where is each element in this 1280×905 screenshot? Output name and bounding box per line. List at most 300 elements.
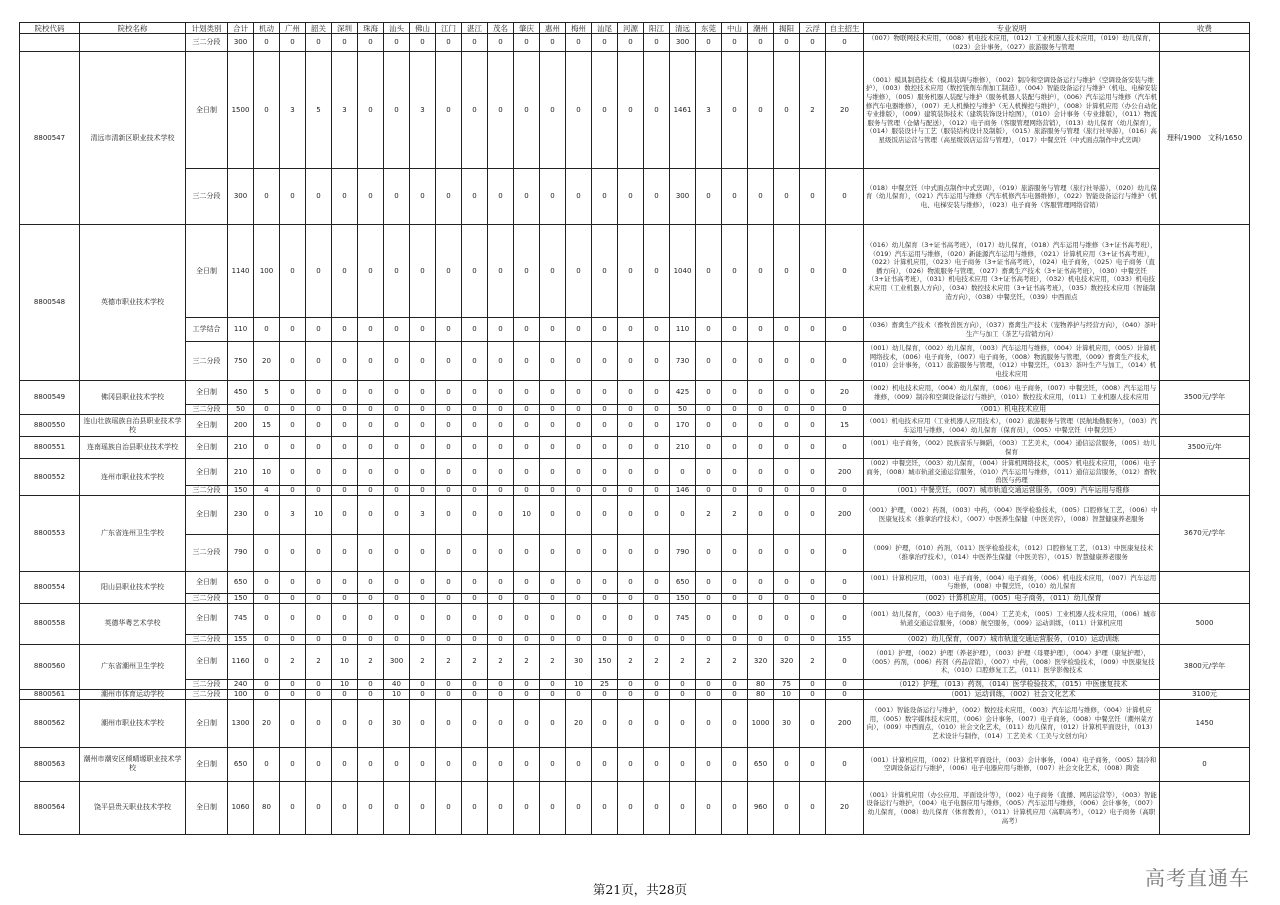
- table-cell: 0: [722, 603, 748, 634]
- table-cell: 三二分段: [186, 342, 228, 381]
- major-description-cell: （036）畜禽生产技术（畜牧兽医方向），（037）畜禽生产技术（宠物养护与经营方向），（040）茶叶生产与加工（茶艺与营销方向）: [864, 318, 1160, 342]
- table-cell: 100: [228, 689, 254, 699]
- table-cell: 0: [306, 405, 332, 415]
- table-cell: 0: [436, 485, 462, 495]
- table-cell: 0: [462, 459, 488, 486]
- table-row: [20, 634, 1250, 644]
- table-cell: 0: [696, 781, 722, 834]
- table-cell: 0: [696, 318, 722, 342]
- table-cell: [1160, 781, 1250, 834]
- table-row: [20, 593, 1250, 603]
- major-description-cell: （009）护理，（010）药剂，（011）医学检验技术，（012）口腔修复工艺，（013）中医康复技术（推拿治疗技术），（014）中医养生保健（中医美容），（015）智慧健康养老服务: [864, 534, 1160, 571]
- table-cell: 0: [644, 747, 670, 781]
- table-cell: 300: [670, 34, 696, 52]
- table-cell: 0: [722, 571, 748, 593]
- table-cell: 0: [644, 593, 670, 603]
- table-cell: 0: [618, 747, 644, 781]
- table-cell: 0: [722, 169, 748, 225]
- table-cell: 0: [774, 534, 800, 571]
- major-description-cell: （001）计算机应用（办公应用、平面设计等），（002）电子商务（直播、网店运营等），（003）智能设备运行与维护，（004）电子电器应用与维修，（005）汽车运用与维修，（006）会计事务，（007）幼儿保育，（008）幼儿保育（体育教育），（011）计算机应用（高职高考），（012）电子商务（高职高考）: [864, 781, 1160, 834]
- table-cell: 0: [306, 415, 332, 437]
- table-row: [20, 781, 1250, 834]
- table-cell: 8800561: [20, 689, 80, 699]
- table-cell: 10: [332, 679, 358, 689]
- table-cell: 三二分段: [186, 534, 228, 571]
- column-header: 收费: [1160, 23, 1250, 34]
- school-name-cell: 3800元/学年: [1160, 644, 1250, 689]
- table-cell: 0: [696, 437, 722, 459]
- table-cell: 0: [488, 781, 514, 834]
- table-cell: 0: [618, 495, 644, 534]
- table-cell: 0: [436, 342, 462, 381]
- table-cell: 0: [410, 225, 436, 318]
- table-cell: 0: [332, 405, 358, 415]
- table-cell: 0: [748, 485, 774, 495]
- table-cell: 0: [488, 342, 514, 381]
- table-cell: 0: [696, 603, 722, 634]
- table-cell: 0: [592, 747, 618, 781]
- table-cell: 0: [384, 34, 410, 52]
- table-cell: 0: [592, 437, 618, 459]
- table-cell: 0: [280, 405, 306, 415]
- table-cell: 0: [306, 342, 332, 381]
- table-cell: 0: [774, 747, 800, 781]
- table-cell: 0: [696, 534, 722, 571]
- school-name-cell: 饶平县贵天职业技术学校: [80, 781, 186, 834]
- table-row: [20, 405, 1250, 415]
- table-cell: 0: [436, 318, 462, 342]
- table-cell: 0: [774, 459, 800, 486]
- table-cell: 0: [280, 381, 306, 405]
- table-cell: 0: [566, 603, 592, 634]
- school-name-cell: （012）护理，（013）药剂，（014）医学检验技术，（015）中医康复技术: [864, 679, 1160, 689]
- table-cell: 0: [358, 342, 384, 381]
- table-cell: 0: [436, 34, 462, 52]
- column-header: 揭阳: [774, 23, 800, 34]
- table-cell: 0: [722, 415, 748, 437]
- table-cell: 0: [462, 381, 488, 405]
- table-cell: 三二分段: [186, 679, 228, 689]
- column-header: 阳江: [644, 23, 670, 34]
- table-cell: 0: [618, 52, 644, 169]
- table-cell: 0: [514, 405, 540, 415]
- table-cell: 0: [748, 495, 774, 534]
- table-cell: 0: [644, 415, 670, 437]
- table-cell: 3: [696, 52, 722, 169]
- watermark-text: 高考直通车: [1145, 866, 1250, 890]
- table-cell: 650: [228, 747, 254, 781]
- header-row: [20, 23, 1250, 34]
- table-cell: 0: [826, 34, 864, 52]
- table-cell: 0: [800, 534, 826, 571]
- table-cell: 2: [696, 495, 722, 534]
- column-header: 清远: [670, 23, 696, 34]
- table-row: [20, 52, 1250, 169]
- table-cell: 8800548: [20, 225, 80, 381]
- table-cell: 0: [488, 593, 514, 603]
- table-cell: 0: [514, 603, 540, 634]
- table-cell: 10: [566, 679, 592, 689]
- table-cell: 0: [280, 318, 306, 342]
- table-cell: 0: [670, 689, 696, 699]
- table-cell: 0: [462, 571, 488, 593]
- table-cell: 0: [332, 603, 358, 634]
- table-cell: 0: [644, 485, 670, 495]
- table-cell: 0: [566, 34, 592, 52]
- table-cell: 2: [436, 644, 462, 679]
- table-cell: 0: [514, 571, 540, 593]
- table-cell: 0: [436, 459, 462, 486]
- table-cell: 0: [774, 634, 800, 644]
- table-cell: 75: [774, 679, 800, 689]
- table-cell: 0: [514, 318, 540, 342]
- table-cell: 0: [670, 634, 696, 644]
- major-description-cell: （001）电子商务，（002）民族音乐与舞蹈，（003）工艺美术，（004）通信运营服务，（005）幼儿保育: [864, 437, 1160, 459]
- table-cell: 0: [722, 459, 748, 486]
- table-cell: 0: [332, 381, 358, 405]
- table-cell: 15: [254, 415, 280, 437]
- table-cell: 80: [748, 689, 774, 699]
- table-cell: 0: [358, 534, 384, 571]
- column-header: 广州: [280, 23, 306, 34]
- table-cell: 150: [228, 593, 254, 603]
- table-cell: 0: [592, 571, 618, 593]
- table-cell: 全日制: [186, 415, 228, 437]
- table-cell: 3500元/年: [1160, 437, 1250, 459]
- table-cell: 0: [384, 52, 410, 169]
- table-cell: 0: [332, 225, 358, 318]
- table-cell: 200: [826, 459, 864, 486]
- table-cell: 0: [332, 534, 358, 571]
- table-cell: 0: [462, 747, 488, 781]
- table-cell: 0: [488, 747, 514, 781]
- table-cell: 0: [800, 225, 826, 318]
- column-header: 惠州: [540, 23, 566, 34]
- school-name-cell: 连州市职业技术学校: [80, 459, 186, 496]
- column-header: 计划类别: [186, 23, 228, 34]
- table-cell: 0: [254, 169, 280, 225]
- table-cell: 10: [514, 495, 540, 534]
- table-cell: 全日制: [186, 437, 228, 459]
- table-cell: 0: [280, 603, 306, 634]
- table-body: [20, 34, 1250, 835]
- column-header: 潮州: [748, 23, 774, 34]
- table-cell: 0: [410, 534, 436, 571]
- table-cell: [1160, 225, 1250, 381]
- table-cell: （001）运动训练，（002）社会文化艺术: [864, 689, 1160, 699]
- table-cell: 0: [540, 225, 566, 318]
- table-cell: 0: [566, 593, 592, 603]
- table-cell: 170: [670, 415, 696, 437]
- table-cell: 0: [592, 225, 618, 318]
- table-cell: 0: [644, 405, 670, 415]
- table-cell: 0: [254, 495, 280, 534]
- table-cell: 0: [540, 781, 566, 834]
- table-cell: 0: [540, 747, 566, 781]
- table-cell: 790: [670, 534, 696, 571]
- table-cell: 0: [722, 634, 748, 644]
- table-cell: 三二分段: [186, 169, 228, 225]
- table-cell: 0: [696, 405, 722, 415]
- table-cell: 0: [540, 534, 566, 571]
- table-cell: 三二分段: [186, 405, 228, 415]
- table-cell: 0: [462, 634, 488, 644]
- table-cell: 0: [696, 342, 722, 381]
- table-cell: 0: [540, 571, 566, 593]
- table-cell: 0: [644, 318, 670, 342]
- table-cell: 0: [722, 699, 748, 747]
- table-cell: 全日制: [186, 571, 228, 593]
- table-cell: 0: [280, 781, 306, 834]
- school-name-cell: 潮州市职业技术学校: [80, 699, 186, 747]
- table-cell: 三二分段: [186, 485, 228, 495]
- table-cell: 0: [358, 52, 384, 169]
- table-cell: 150: [670, 593, 696, 603]
- table-cell: 0: [254, 405, 280, 415]
- table-cell: 0: [436, 495, 462, 534]
- table-cell: 4: [254, 485, 280, 495]
- table-cell: 0: [306, 381, 332, 405]
- table-cell: 0: [800, 689, 826, 699]
- table-cell: 0: [592, 459, 618, 486]
- table-cell: 0: [540, 405, 566, 415]
- table-cell: 1450: [1160, 699, 1250, 747]
- table-cell: 0: [722, 318, 748, 342]
- table-cell: 0: [722, 52, 748, 169]
- table-cell: 650: [228, 571, 254, 593]
- table-cell: 三二分段: [186, 634, 228, 644]
- table-cell: 0: [774, 381, 800, 405]
- table-cell: （001）机电技术应用: [864, 405, 1160, 415]
- table-row: [20, 747, 1250, 781]
- table-cell: 0: [566, 689, 592, 699]
- table-cell: 0: [436, 699, 462, 747]
- table-cell: 0: [748, 603, 774, 634]
- table-cell: 0: [774, 225, 800, 318]
- major-description-cell: （001）幼儿保育，（002）幼儿保育，（003）汽车运用与维修，（004）计算机应用，（005）计算机网络技术，（006）电子商务，（007）电子商务，（008）物流服务与管理，（009）畜禽生产技术，（010）会计事务，（011）旅游服务与管理，（012）中餐烹饪，（013）茶叶生产与加工，（014）机电技术应用: [864, 342, 1160, 381]
- table-cell: 0: [644, 699, 670, 747]
- table-cell: 2: [696, 644, 722, 679]
- table-cell: 0: [696, 225, 722, 318]
- table-cell: 0: [514, 699, 540, 747]
- table-cell: 0: [722, 593, 748, 603]
- table-cell: 0: [644, 534, 670, 571]
- table-cell: 0: [436, 405, 462, 415]
- table-cell: 790: [228, 534, 254, 571]
- table-cell: 0: [462, 437, 488, 459]
- table-cell: 0: [826, 342, 864, 381]
- table-cell: 0: [826, 485, 864, 495]
- table-cell: 0: [774, 603, 800, 634]
- table-cell: 0: [592, 34, 618, 52]
- table-cell: [20, 34, 80, 52]
- table-cell: 0: [410, 634, 436, 644]
- table-cell: 0: [306, 634, 332, 644]
- table-row: [20, 342, 1250, 381]
- table-cell: 50: [670, 405, 696, 415]
- table-cell: 0: [514, 225, 540, 318]
- table-cell: 8800551: [20, 437, 80, 459]
- table-cell: 0: [566, 52, 592, 169]
- table-cell: 0: [514, 415, 540, 437]
- table-cell: 0: [384, 169, 410, 225]
- table-cell: 25: [592, 679, 618, 689]
- table-cell: 0: [384, 459, 410, 486]
- table-cell: 0: [462, 34, 488, 52]
- table-cell: 0: [722, 342, 748, 381]
- table-cell: 0: [826, 679, 864, 689]
- table-cell: 0: [436, 603, 462, 634]
- table-cell: 0: [488, 459, 514, 486]
- column-header: 合计: [228, 23, 254, 34]
- table-cell: 0: [436, 593, 462, 603]
- table-cell: 200: [826, 495, 864, 534]
- table-cell: 0: [540, 52, 566, 169]
- table-cell: 750: [228, 342, 254, 381]
- table-cell: 0: [488, 634, 514, 644]
- table-cell: 0: [540, 679, 566, 689]
- table-cell: 0: [566, 747, 592, 781]
- major-description-cell: （001）计算机应用，（003）电子商务，（004）电子商务，（006）机电技术应用，（007）汽车运用与维修，（008）中餐烹饪，（010）幼儿保育: [864, 571, 1160, 593]
- table-cell: 0: [332, 34, 358, 52]
- table-cell: 0: [618, 485, 644, 495]
- table-cell: 0: [410, 689, 436, 699]
- table-cell: 0: [358, 495, 384, 534]
- table-cell: 0: [774, 405, 800, 415]
- table-cell: 0: [644, 571, 670, 593]
- table-cell: 0: [514, 679, 540, 689]
- table-cell: 0: [618, 781, 644, 834]
- table-cell: 0: [644, 459, 670, 486]
- table-cell: 0: [592, 603, 618, 634]
- table-cell: 0: [748, 415, 774, 437]
- table-cell: 0: [306, 34, 332, 52]
- table-cell: 0: [514, 485, 540, 495]
- table-cell: 0: [774, 318, 800, 342]
- table-cell: 0: [410, 593, 436, 603]
- major-description-cell: （007）物联网技术应用，（008）机电技术应用，（012）工业机器人技术应用，（019）幼儿保育，（023）会计事务，（027）旅游服务与管理: [864, 34, 1160, 52]
- major-description-cell: （001）护理，（002）护理（养老护理），（003）护理（母婴护理），（004）护理（康复护理），（005）药剂，（006）药剂（药品营销），（007）中药，（008）医学检验技术，（009）中医康复技术，（010）口腔修复工艺，（011）医学影像技术: [864, 644, 1160, 679]
- table-cell: 0: [540, 485, 566, 495]
- major-description-cell: （001）计算机应用，（002）计算机平面设计，（003）会计事务，（004）电子商务，（005）制冷和空调设备运行与维护，（006）电子电器应用与维修，（007）社会文化艺术，（008）陶瓷: [864, 747, 1160, 781]
- table-cell: 0: [566, 381, 592, 405]
- table-cell: 80: [748, 679, 774, 689]
- school-name-cell: 潮州市体育运动学校: [80, 689, 186, 699]
- table-cell: 8800549: [20, 381, 80, 415]
- table-cell: 150: [592, 644, 618, 679]
- table-cell: 146: [670, 485, 696, 495]
- table-cell: 0: [826, 437, 864, 459]
- table-cell: 0: [748, 318, 774, 342]
- table-cell: 0: [410, 699, 436, 747]
- table-cell: 300: [228, 169, 254, 225]
- table-cell: 三二分段: [186, 34, 228, 52]
- table-cell: 0: [384, 437, 410, 459]
- table-cell: 0: [488, 571, 514, 593]
- table-cell: 0: [800, 571, 826, 593]
- table-cell: 0: [488, 603, 514, 634]
- table-cell: 0: [618, 169, 644, 225]
- table-cell: 0: [800, 634, 826, 644]
- table-cell: 0: [358, 634, 384, 644]
- table-cell: 0: [332, 495, 358, 534]
- table-cell: 0: [462, 318, 488, 342]
- table-cell: 0: [592, 415, 618, 437]
- table-cell: 2: [358, 644, 384, 679]
- table-cell: 0: [436, 679, 462, 689]
- table-cell: 0: [696, 169, 722, 225]
- column-header: 茂名: [488, 23, 514, 34]
- table-cell: 10: [774, 689, 800, 699]
- table-cell: 0: [696, 699, 722, 747]
- table-cell: 3: [280, 52, 306, 169]
- table-cell: 0: [462, 485, 488, 495]
- table-cell: 0: [696, 679, 722, 689]
- table-cell: 0: [332, 169, 358, 225]
- column-header: 河源: [618, 23, 644, 34]
- table-cell: 0: [488, 437, 514, 459]
- table-cell: 2: [488, 644, 514, 679]
- school-name-cell: 3670元/学年: [1160, 495, 1250, 571]
- table-cell: 0: [696, 634, 722, 644]
- table-cell: 0: [618, 603, 644, 634]
- table-cell: 0: [826, 593, 864, 603]
- table-cell: 0: [800, 381, 826, 405]
- table-cell: 0: [670, 495, 696, 534]
- table-cell: 8800564: [20, 781, 80, 834]
- table-cell: 0: [436, 781, 462, 834]
- table-cell: 2: [670, 644, 696, 679]
- table-cell: 0: [306, 603, 332, 634]
- table-cell: 0: [410, 485, 436, 495]
- table-cell: 2: [722, 644, 748, 679]
- table-cell: 0: [618, 699, 644, 747]
- table-cell: 0: [748, 437, 774, 459]
- table-cell: 210: [228, 437, 254, 459]
- table-cell: 0: [618, 34, 644, 52]
- table-cell: 20: [826, 381, 864, 405]
- table-cell: 0: [748, 52, 774, 169]
- table-cell: 0: [384, 781, 410, 834]
- table-cell: 0: [566, 437, 592, 459]
- column-header: 梅州: [566, 23, 592, 34]
- table-cell: 5: [254, 381, 280, 405]
- table-cell: 0: [254, 593, 280, 603]
- table-cell: 0: [514, 52, 540, 169]
- table-cell: 0: [696, 689, 722, 699]
- table-cell: 300: [228, 34, 254, 52]
- table-cell: 155: [826, 634, 864, 644]
- table-cell: 2: [722, 495, 748, 534]
- table-cell: 1040: [670, 225, 696, 318]
- table-row: [20, 459, 1250, 486]
- table-cell: 0: [540, 689, 566, 699]
- table-cell: 0: [410, 34, 436, 52]
- table-cell: 0: [332, 459, 358, 486]
- table-row: [20, 495, 1250, 534]
- table-cell: 0: [514, 593, 540, 603]
- table-cell: 320: [774, 644, 800, 679]
- table-cell: 0: [306, 437, 332, 459]
- table-cell: 0: [358, 381, 384, 405]
- table-cell: 0: [462, 603, 488, 634]
- table-cell: 0: [618, 689, 644, 699]
- table-row: [20, 534, 1250, 571]
- table-cell: 0: [540, 342, 566, 381]
- table-cell: 30: [774, 699, 800, 747]
- table-row: [20, 699, 1250, 747]
- table-cell: 0: [670, 781, 696, 834]
